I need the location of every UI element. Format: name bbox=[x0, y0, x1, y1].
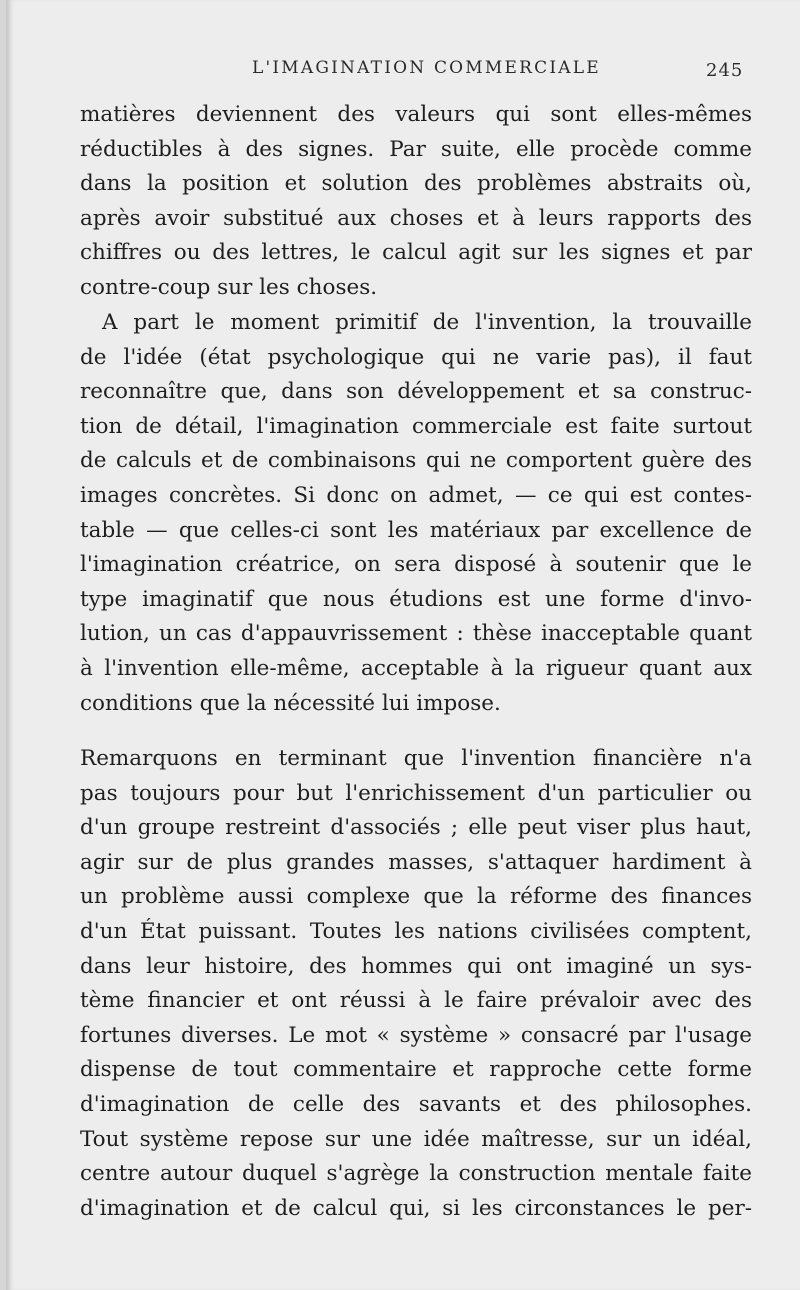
paragraph-imagination-commerciale bbox=[80, 306, 752, 721]
text-line: reconnaître que, dans son développement et sa construc- bbox=[80, 379, 752, 405]
text-line: après avoir substitué aux choses et à leurs rapports des bbox=[80, 205, 752, 231]
page-number: 245 bbox=[706, 60, 744, 81]
text-line: d'un groupe restreint d'associés ; elle peut viser plus haut, bbox=[80, 815, 752, 841]
text-line: à l'invention elle-même, acceptable à la rigueur quant aux bbox=[80, 655, 752, 681]
text-line: chiffres ou des lettres, le calcul agit sur les signes et par bbox=[80, 240, 752, 266]
text-line: agir sur de plus grandes masses, s'attaquer hardiment à bbox=[80, 849, 752, 875]
text-line: centre autour duquel s'agrège la construction mentale faite bbox=[80, 1161, 752, 1187]
running-title: L'IMAGINATION COMMERCIALE bbox=[252, 58, 601, 78]
text-line: images concrètes. Si donc on admet, — ce qui est contes- bbox=[80, 482, 752, 508]
text-line: A part le moment primitif de l'invention, la trouvaille bbox=[102, 310, 752, 335]
text-line: tion de détail, l'imagination commerciale est faite surtout bbox=[80, 413, 752, 439]
text-line: matières deviennent des valeurs qui sont elles-mêmes bbox=[80, 102, 752, 127]
text-line: tème financier et ont réussi à le faire prévaloir avec des bbox=[80, 988, 752, 1014]
text-line: d'imagination de celle des savants et des philosophes. bbox=[80, 1091, 752, 1117]
text-line: de l'idée (état psychologique qui ne varie pas), il faut bbox=[80, 344, 752, 370]
text-line: d'imagination et de calcul qui, si les circonstances le per- bbox=[80, 1195, 752, 1221]
text-line: table — que celles-ci sont les matériaux par excellence de bbox=[80, 517, 752, 543]
text-line: type imaginatif que nous étudions est une forme d'invo- bbox=[80, 586, 752, 612]
text-line: dans la position et solution des problèmes abstraits où, bbox=[80, 171, 752, 197]
text-line: pas toujours pour but l'enrichissement d'un particulier ou bbox=[80, 780, 752, 806]
paragraph-invention-financiere bbox=[80, 742, 752, 1226]
text-line: conditions que la nécessité lui impose. bbox=[80, 690, 501, 716]
text-line: fortunes diverses. Le mot « système » consacré par l'usage bbox=[80, 1022, 752, 1048]
text-line: contre-coup sur les choses. bbox=[80, 274, 378, 300]
text-line: d'un État puissant. Toutes les nations civilisées comptent, bbox=[80, 918, 752, 944]
text-line: l'imagination créatrice, on sera disposé à soutenir que le bbox=[80, 552, 752, 578]
text-line: Remarquons en terminant que l'invention financière n'a bbox=[80, 746, 752, 771]
text-line: lution, un cas d'appauvrissement : thèse inacceptable quant bbox=[80, 621, 752, 647]
text-line: de calculs et de combinaisons qui ne comportent guère des bbox=[80, 448, 752, 474]
text-line: un problème aussi complexe que la réforme des finances bbox=[80, 884, 752, 910]
paragraph-continuation bbox=[80, 98, 752, 306]
running-header bbox=[0, 58, 800, 88]
text-line: dispense de tout commentaire et rapproche cette forme bbox=[80, 1057, 752, 1083]
text-line: dans leur histoire, des hommes qui ont imaginé un sys- bbox=[80, 953, 752, 979]
text-line: Tout système repose sur une idée maîtresse, sur un idéal, bbox=[80, 1126, 752, 1152]
text-line: réductibles à des signes. Par suite, elle procède comme bbox=[80, 136, 752, 162]
